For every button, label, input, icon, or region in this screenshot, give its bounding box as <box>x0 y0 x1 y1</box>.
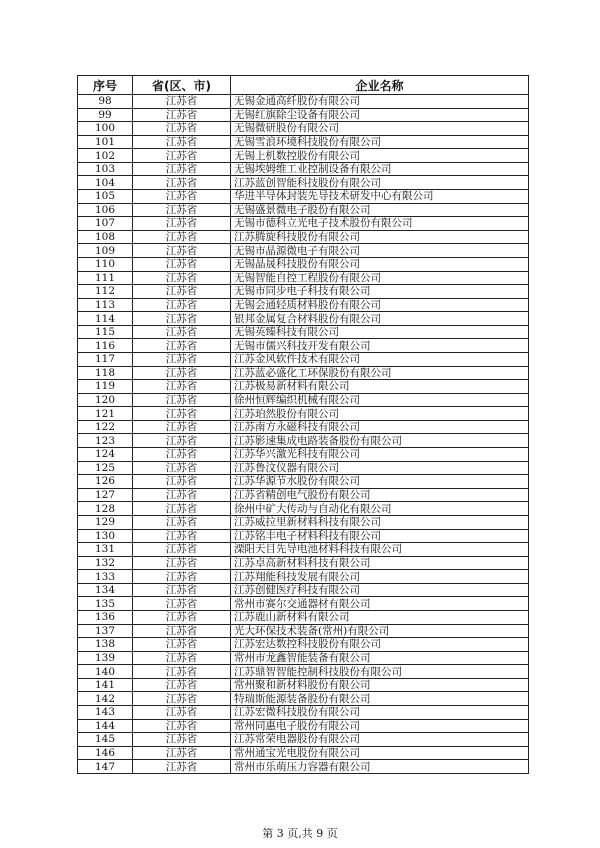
province-cell: 江苏省 <box>133 746 231 760</box>
serial-number-cell: 121 <box>78 407 133 421</box>
table-row <box>78 597 529 611</box>
province-cell: 江苏省 <box>133 298 231 312</box>
serial-number-cell: 134 <box>78 583 133 597</box>
province-cell: 江苏省 <box>133 529 231 543</box>
company-name-cell: 常州同惠电子股份有限公司 <box>231 719 529 733</box>
table-row <box>78 529 529 543</box>
company-name-cell: 江苏腾旋科技股份有限公司 <box>231 230 529 244</box>
serial-number-cell: 142 <box>78 692 133 706</box>
company-name-cell: 无锡金通高纤股份有限公司 <box>231 95 529 109</box>
company-name-cell: 江苏省精创电气股份有限公司 <box>231 488 529 502</box>
serial-number-cell: 131 <box>78 543 133 557</box>
serial-number-cell: 145 <box>78 733 133 747</box>
table-row <box>78 583 529 597</box>
province-cell: 江苏省 <box>133 610 231 624</box>
serial-number-cell: 133 <box>78 570 133 584</box>
company-table <box>77 75 529 774</box>
serial-number-cell: 136 <box>78 610 133 624</box>
table-row <box>78 393 529 407</box>
serial-number-cell: 122 <box>78 420 133 434</box>
company-name-cell: 江苏蓝必盛化工环保股份有限公司 <box>231 366 529 380</box>
province-cell: 江苏省 <box>133 488 231 502</box>
table-row <box>78 257 529 271</box>
serial-number-cell: 123 <box>78 434 133 448</box>
company-name-cell: 江苏华源节水股份有限公司 <box>231 475 529 489</box>
company-name-cell: 特瑞斯能源装备股份有限公司 <box>231 692 529 706</box>
province-cell: 江苏省 <box>133 624 231 638</box>
company-name-cell: 无锡微研股份有限公司 <box>231 122 529 136</box>
table-row <box>78 190 529 204</box>
serial-number-cell: 102 <box>78 149 133 163</box>
province-cell: 江苏省 <box>133 190 231 204</box>
serial-number-cell: 103 <box>78 162 133 176</box>
serial-number-cell: 144 <box>78 719 133 733</box>
province-cell: 江苏省 <box>133 665 231 679</box>
province-cell: 江苏省 <box>133 583 231 597</box>
company-name-cell: 江苏金风软件技术有限公司 <box>231 352 529 366</box>
province-cell: 江苏省 <box>133 176 231 190</box>
serial-number-cell: 104 <box>78 176 133 190</box>
province-cell: 江苏省 <box>133 203 231 217</box>
serial-number-cell: 143 <box>78 706 133 720</box>
province-cell: 江苏省 <box>133 271 231 285</box>
province-cell: 江苏省 <box>133 380 231 394</box>
serial-number-cell: 118 <box>78 366 133 380</box>
company-name-cell: 江苏威拉里新材料科技有限公司 <box>231 515 529 529</box>
serial-number-cell: 128 <box>78 502 133 516</box>
province-cell: 江苏省 <box>133 461 231 475</box>
company-name-cell: 江苏宏微科技股份有限公司 <box>231 706 529 720</box>
company-name-cell: 无锡英臻科技有限公司 <box>231 325 529 339</box>
company-name-cell: 无锡市德科立光电子技术股份有限公司 <box>231 217 529 231</box>
serial-number-cell: 113 <box>78 298 133 312</box>
company-name-cell: 银邦金属复合材料股份有限公司 <box>231 312 529 326</box>
province-cell: 江苏省 <box>133 543 231 557</box>
serial-number-cell: 108 <box>78 230 133 244</box>
serial-number-cell: 114 <box>78 312 133 326</box>
company-name-cell: 无锡晶晟科技股份有限公司 <box>231 257 529 271</box>
company-name-cell: 无锡智能自控工程股份有限公司 <box>231 271 529 285</box>
serial-number-cell: 141 <box>78 678 133 692</box>
serial-number-cell: 115 <box>78 325 133 339</box>
company-name-cell: 徐州中矿大传动与自动化有限公司 <box>231 502 529 516</box>
company-name-cell: 江苏影速集成电路装备股份有限公司 <box>231 434 529 448</box>
province-cell: 江苏省 <box>133 95 231 109</box>
table-row <box>78 434 529 448</box>
table-row <box>78 298 529 312</box>
serial-number-cell: 124 <box>78 448 133 462</box>
serial-number-cell: 139 <box>78 651 133 665</box>
serial-number-cell: 117 <box>78 352 133 366</box>
company-name-cell: 常州市龙鑫智能装备有限公司 <box>231 651 529 665</box>
province-cell: 江苏省 <box>133 407 231 421</box>
company-name-cell: 徐州恒辉编织机械有限公司 <box>231 393 529 407</box>
table-row <box>78 203 529 217</box>
company-name-cell: 江苏华兴激光科技有限公司 <box>231 448 529 462</box>
table-row <box>78 624 529 638</box>
serial-number-cell: 126 <box>78 475 133 489</box>
serial-number-cell: 125 <box>78 461 133 475</box>
header-province: 省(区、市) <box>133 76 231 95</box>
table-row <box>78 135 529 149</box>
serial-number-cell: 130 <box>78 529 133 543</box>
serial-number-cell: 111 <box>78 271 133 285</box>
province-cell: 江苏省 <box>133 434 231 448</box>
company-name-cell: 无锡埃姆维工业控制设备有限公司 <box>231 162 529 176</box>
serial-number-cell: 116 <box>78 339 133 353</box>
company-name-cell: 溧阳天目先导电池材料科技有限公司 <box>231 543 529 557</box>
province-cell: 江苏省 <box>133 597 231 611</box>
province-cell: 江苏省 <box>133 448 231 462</box>
table-row <box>78 380 529 394</box>
province-cell: 江苏省 <box>133 244 231 258</box>
province-cell: 江苏省 <box>133 230 231 244</box>
header-serial-number: 序号 <box>78 76 133 95</box>
company-name-cell: 江苏鼎智智能控制科技股份有限公司 <box>231 665 529 679</box>
company-name-cell: 江苏翔能科技发展有限公司 <box>231 570 529 584</box>
table-header-row <box>78 76 529 95</box>
company-name-cell: 江苏常荣电器股份有限公司 <box>231 733 529 747</box>
province-cell: 江苏省 <box>133 149 231 163</box>
company-list-sheet <box>77 75 528 774</box>
province-cell: 江苏省 <box>133 312 231 326</box>
table-row <box>78 706 529 720</box>
table-row <box>78 162 529 176</box>
province-cell: 江苏省 <box>133 135 231 149</box>
company-name-cell: 常州市赛尔交通器材有限公司 <box>231 597 529 611</box>
table-row <box>78 448 529 462</box>
province-cell: 江苏省 <box>133 502 231 516</box>
company-name-cell: 江苏铭丰电子材料科技有限公司 <box>231 529 529 543</box>
company-name-cell: 常州市乐萌压力容器有限公司 <box>231 760 529 774</box>
table-row <box>78 271 529 285</box>
serial-number-cell: 109 <box>78 244 133 258</box>
serial-number-cell: 120 <box>78 393 133 407</box>
serial-number-cell: 98 <box>78 95 133 109</box>
company-name-cell: 常州通宝光电股份有限公司 <box>231 746 529 760</box>
table-row <box>78 420 529 434</box>
province-cell: 江苏省 <box>133 719 231 733</box>
company-name-cell: 无锡市同步电子科技有限公司 <box>231 285 529 299</box>
table-row <box>78 176 529 190</box>
province-cell: 江苏省 <box>133 420 231 434</box>
serial-number-cell: 101 <box>78 135 133 149</box>
table-row <box>78 665 529 679</box>
province-cell: 江苏省 <box>133 257 231 271</box>
province-cell: 江苏省 <box>133 122 231 136</box>
header-company-name: 企业名称 <box>231 76 529 95</box>
table-row <box>78 285 529 299</box>
serial-number-cell: 105 <box>78 190 133 204</box>
table-row <box>78 760 529 774</box>
table-row <box>78 692 529 706</box>
serial-number-cell: 110 <box>78 257 133 271</box>
serial-number-cell: 147 <box>78 760 133 774</box>
serial-number-cell: 129 <box>78 515 133 529</box>
table-row <box>78 339 529 353</box>
table-row <box>78 746 529 760</box>
company-name-cell: 江苏卓高新材料科技有限公司 <box>231 556 529 570</box>
company-name-cell: 江苏鹿山新材料有限公司 <box>231 610 529 624</box>
province-cell: 江苏省 <box>133 638 231 652</box>
table-row <box>78 352 529 366</box>
province-cell: 江苏省 <box>133 162 231 176</box>
company-name-cell: 江苏蓝创智能科技股份有限公司 <box>231 176 529 190</box>
province-cell: 江苏省 <box>133 475 231 489</box>
table-row <box>78 719 529 733</box>
company-name-cell: 江苏创健医疗科技有限公司 <box>231 583 529 597</box>
table-row <box>78 678 529 692</box>
province-cell: 江苏省 <box>133 733 231 747</box>
table-row <box>78 502 529 516</box>
province-cell: 江苏省 <box>133 217 231 231</box>
table-row <box>78 108 529 122</box>
province-cell: 江苏省 <box>133 556 231 570</box>
table-row <box>78 543 529 557</box>
table-row <box>78 651 529 665</box>
province-cell: 江苏省 <box>133 570 231 584</box>
serial-number-cell: 119 <box>78 380 133 394</box>
table-row <box>78 475 529 489</box>
serial-number-cell: 106 <box>78 203 133 217</box>
company-name-cell: 无锡会通轻质材料股份有限公司 <box>231 298 529 312</box>
company-name-cell: 光大环保技术装备(常州)有限公司 <box>231 624 529 638</box>
table-row <box>78 312 529 326</box>
table-row <box>78 461 529 475</box>
company-name-cell: 无锡雪浪环境科技股份有限公司 <box>231 135 529 149</box>
company-name-cell: 无锡上机数控股份有限公司 <box>231 149 529 163</box>
serial-number-cell: 99 <box>78 108 133 122</box>
company-name-cell: 江苏极易新材料有限公司 <box>231 380 529 394</box>
table-row <box>78 325 529 339</box>
province-cell: 江苏省 <box>133 692 231 706</box>
table-row <box>78 488 529 502</box>
table-row <box>78 230 529 244</box>
table-row <box>78 122 529 136</box>
page-footer: 第 3 页,共 9 页 <box>262 827 338 840</box>
table-row <box>78 570 529 584</box>
province-cell: 江苏省 <box>133 393 231 407</box>
company-name-cell: 无锡红旗除尘设备有限公司 <box>231 108 529 122</box>
table-row <box>78 638 529 652</box>
serial-number-cell: 107 <box>78 217 133 231</box>
table-row <box>78 610 529 624</box>
serial-number-cell: 140 <box>78 665 133 679</box>
province-cell: 江苏省 <box>133 339 231 353</box>
province-cell: 江苏省 <box>133 515 231 529</box>
table-row <box>78 407 529 421</box>
company-name-cell: 江苏珀然股份有限公司 <box>231 407 529 421</box>
serial-number-cell: 127 <box>78 488 133 502</box>
table-row <box>78 556 529 570</box>
province-cell: 江苏省 <box>133 325 231 339</box>
serial-number-cell: 137 <box>78 624 133 638</box>
company-name-cell: 江苏南方永磁科技有限公司 <box>231 420 529 434</box>
company-name-cell: 常州聚和新材料股份有限公司 <box>231 678 529 692</box>
province-cell: 江苏省 <box>133 678 231 692</box>
serial-number-cell: 112 <box>78 285 133 299</box>
province-cell: 江苏省 <box>133 651 231 665</box>
table-row <box>78 217 529 231</box>
serial-number-cell: 146 <box>78 746 133 760</box>
province-cell: 江苏省 <box>133 285 231 299</box>
province-cell: 江苏省 <box>133 352 231 366</box>
table-row <box>78 244 529 258</box>
company-name-cell: 江苏鲁汶仪器有限公司 <box>231 461 529 475</box>
table-row <box>78 149 529 163</box>
table-body <box>78 95 529 774</box>
province-cell: 江苏省 <box>133 760 231 774</box>
serial-number-cell: 138 <box>78 638 133 652</box>
company-name-cell: 无锡市晶源微电子有限公司 <box>231 244 529 258</box>
company-name-cell: 华进半导体封装先导技术研发中心有限公司 <box>231 190 529 204</box>
company-name-cell: 无锡盛景微电子股份有限公司 <box>231 203 529 217</box>
table-row <box>78 733 529 747</box>
province-cell: 江苏省 <box>133 108 231 122</box>
serial-number-cell: 135 <box>78 597 133 611</box>
company-name-cell: 江苏宏达数控科技股份有限公司 <box>231 638 529 652</box>
company-name-cell: 无锡市儒兴科技开发有限公司 <box>231 339 529 353</box>
table-row <box>78 515 529 529</box>
table-row <box>78 366 529 380</box>
province-cell: 江苏省 <box>133 366 231 380</box>
table-row <box>78 95 529 109</box>
province-cell: 江苏省 <box>133 706 231 720</box>
serial-number-cell: 132 <box>78 556 133 570</box>
serial-number-cell: 100 <box>78 122 133 136</box>
